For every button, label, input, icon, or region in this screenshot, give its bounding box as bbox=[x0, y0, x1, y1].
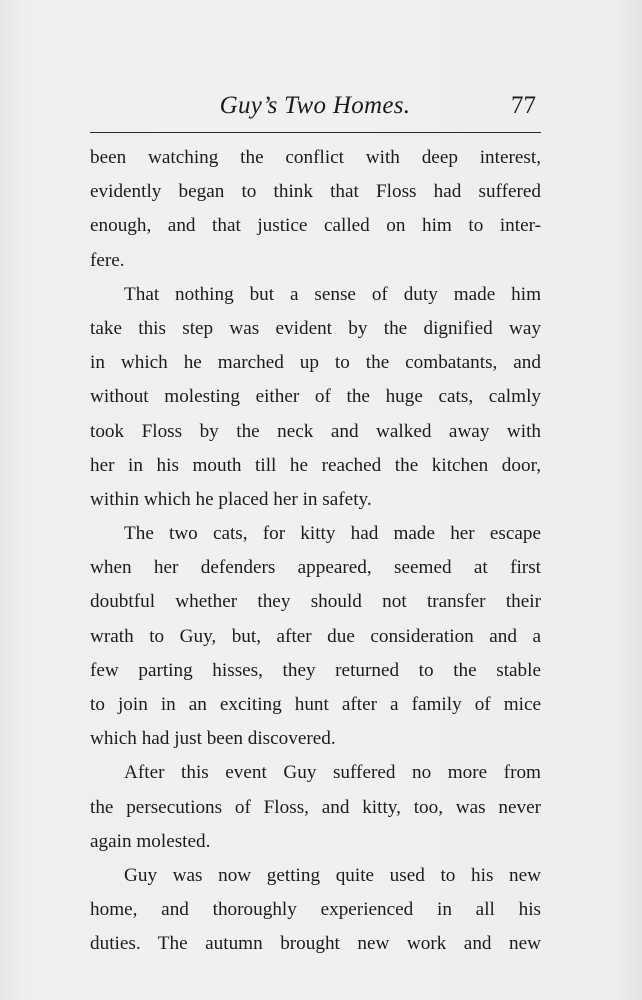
paragraph bbox=[90, 278, 541, 517]
page-header bbox=[90, 86, 540, 130]
text-line: within which he placed her in safety. bbox=[90, 488, 372, 510]
text-line: wrath to Guy, but, after due consideration and a bbox=[90, 625, 541, 647]
text-line: few parting hisses, they returned to the stable bbox=[90, 659, 541, 681]
text-line: to join in an exciting hunt after a family of mice bbox=[90, 694, 541, 715]
text-line: without molesting either of the huge cats, calmly bbox=[90, 386, 541, 408]
text-line: been watching the conflict with deep interest, bbox=[90, 147, 541, 168]
page-number: 77 bbox=[511, 92, 536, 119]
text-line: take this step was evident by the dignified way bbox=[90, 317, 541, 339]
text-line: enough, and that justice called on him to inter- bbox=[90, 215, 541, 237]
text-line: home, and thoroughly experienced in all his bbox=[90, 899, 541, 921]
text-line: in which he marched up to the combatants, and bbox=[90, 352, 541, 374]
header-rule bbox=[90, 132, 541, 133]
paragraph bbox=[90, 859, 541, 962]
text-line: That nothing but a sense of duty made him bbox=[124, 283, 541, 305]
text-line: when her defenders appeared, seemed at first bbox=[90, 557, 541, 579]
text-line: The two cats, for kitty had made her escape bbox=[124, 523, 541, 545]
text-line: which had just been discovered. bbox=[90, 728, 336, 750]
text-line: took Floss by the neck and walked away with bbox=[90, 420, 541, 442]
text-line: again molested. bbox=[90, 830, 211, 852]
text-line: fere. bbox=[90, 249, 125, 271]
text-line: the persecutions of Floss, and kitty, too, was never bbox=[90, 796, 541, 818]
paragraph bbox=[90, 141, 541, 278]
paragraph bbox=[90, 756, 541, 859]
text-line: Guy was now getting quite used to his new bbox=[124, 864, 541, 886]
text-line: duties. The autumn brought new work and new bbox=[90, 933, 541, 955]
text-line: After this event Guy suffered no more from bbox=[124, 762, 541, 784]
body-text bbox=[90, 141, 541, 962]
text-line: her in his mouth till he reached the kitchen door, bbox=[90, 454, 541, 476]
text-line: doubtful whether they should not transfer their bbox=[90, 591, 541, 613]
text-line: evidently began to think that Floss had suffered bbox=[90, 181, 541, 203]
running-head: Guy’s Two Homes. bbox=[219, 92, 411, 119]
paragraph bbox=[90, 517, 541, 756]
